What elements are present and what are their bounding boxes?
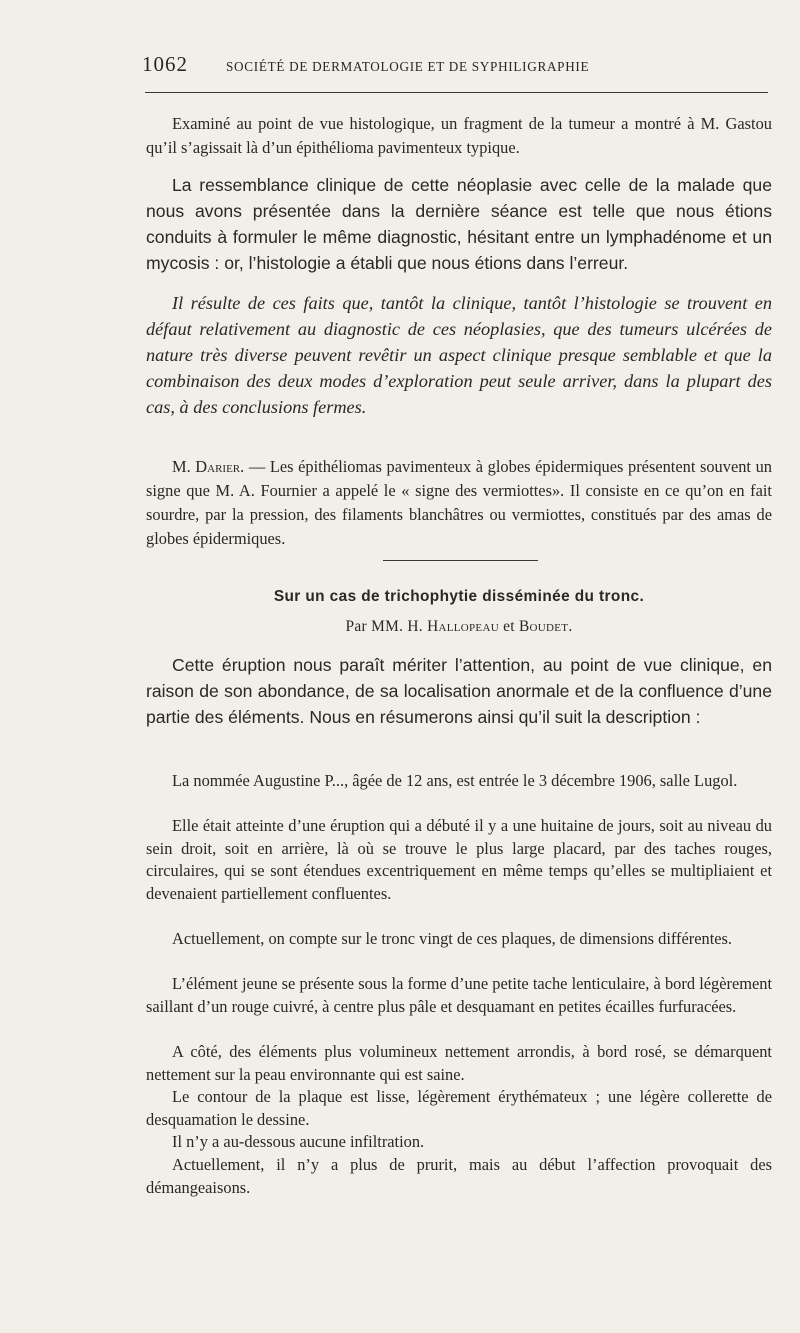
- paragraph-darier: [146, 455, 772, 551]
- paragraph-histology: Examiné au point de vue histologique, un fragment de la tumeur a montré à M. Gastou qu’il s’agissait là d’un épithélioma pavimenteux typique.: [146, 114, 772, 157]
- darier-remark: — Les épithéliomas pavimenteux à globes épidermiques présentent souvent un signe que M. A. Fournier a appelé le « signe des vermiottes». Il consiste en ce qu’on en fait sourdre, par la pression, des filaments blanchâtres ou vermiottes, constitués par des amas de globes épidermiques.: [146, 457, 772, 548]
- paragraph-resemblance: La ressemblance clinique de cette néoplasie avec celle de la malade que nous avons présentée dans la dernière séance est telle que nous étions conduits à formuler le même diagnostic, hésitant entre un lymphadénome et un mycosis : or, l’histologie a établi que nous étions dans l’erreur.: [146, 175, 772, 273]
- case-paragraph-3: Actuellement, on compte sur le tronc vingt de ces plaques, de dimensions différentes.: [172, 929, 733, 948]
- running-title: SOCIÉTÉ DE DERMATOLOGIE ET DE SYPHILIGRAPHIE: [226, 59, 590, 74]
- speaker-name: M. Darier.: [172, 457, 245, 476]
- byline-prefix: Par MM. H.: [345, 618, 428, 635]
- byline-conjunction: et: [498, 618, 519, 635]
- case-paragraph-2: Elle était atteinte d’une éruption qui a débuté il y a une huitaine de jours, soit au niveau du sein droit, soit en arrière, là où se trouve le plus large placard, par des taches rouges, circulaires, qui se sont étendues excentriquement en même temps qu’elles se multipliaient et devenaient partiellement confluentes.: [146, 816, 772, 903]
- author-boudet: Boudet: [518, 618, 569, 635]
- paragraph-conclusion: Il résulte de ces faits que, tantôt la clinique, tantôt l’histologie se trouvent en défaut relativement au diagnostic de ces néoplasies, que des tumeurs ulcérées de nature très diverse peuvent revêtir un aspect clinique presque semblable et que la combinaison des deux modes d’exploration peut seule arriver, dans la plupart des cas, à des conclusions fermes.: [146, 293, 772, 417]
- case-paragraph-7: Il n’y a au-dessous aucune infiltration.: [172, 1132, 425, 1151]
- case-paragraph-5: A côté, des éléments plus volumineux nettement arrondis, à bord rosé, se démarquent nettement sur la peau environnante qui est saine.: [146, 1042, 772, 1084]
- section-title: Sur un cas de trichophytie disséminée du tronc.: [273, 588, 645, 605]
- case-paragraph-1: La nommée Augustine P..., âgée de 12 ans, est entrée le 3 décembre 1906, salle Lugol.: [172, 771, 738, 790]
- case-paragraph-8: Actuellement, il n’y a plus de prurit, mais au début l’affection provoquait des démangeaisons.: [146, 1155, 772, 1197]
- page-number: 1062: [142, 52, 188, 76]
- header-rule: [145, 92, 768, 93]
- page-header: [142, 52, 770, 77]
- paragraph-intro: Cette éruption nous paraît mériter l’attention, au point de vue clinique, en raison de son abondance, de sa localisation anormale et de la confluence d’une partie des éléments. Nous en résumerons ainsi qu’il suit la description :: [146, 655, 772, 727]
- byline-end: .: [568, 618, 573, 635]
- case-paragraph-4: L’élément jeune se présente sous la forme d’une petite tache lenticulaire, à bord légèrement saillant d’un rouge cuivré, à centre plus pâle et desquamant en petites écailles furfuracées.: [146, 974, 772, 1016]
- section-divider: [383, 560, 538, 561]
- case-paragraph-6: Le contour de la plaque est lisse, légèrement érythémateux ; une légère collerette de desquamation le dessine.: [146, 1087, 772, 1129]
- author-hallopeau: Hallopeau: [427, 618, 499, 635]
- byline: [146, 618, 772, 636]
